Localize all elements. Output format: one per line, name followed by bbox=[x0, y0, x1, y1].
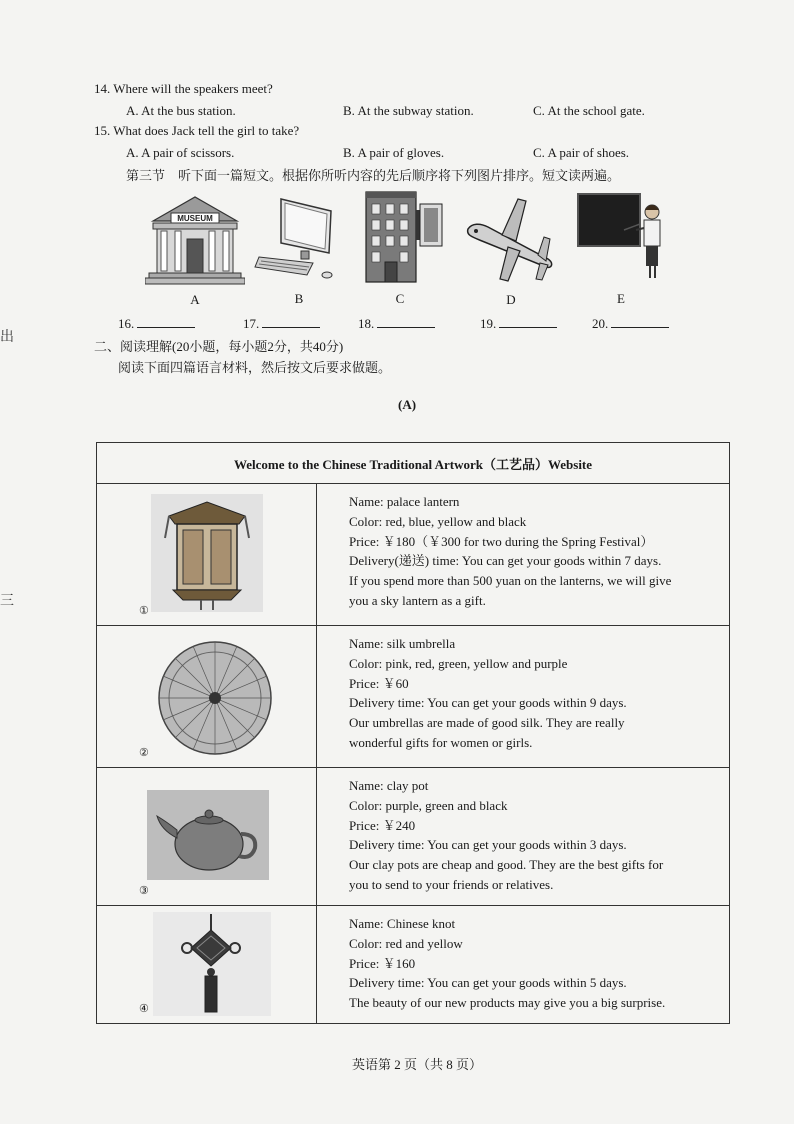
chinese-knot-icon bbox=[153, 912, 271, 1016]
hotel-building-icon bbox=[358, 188, 446, 284]
q15-option-a: A. A pair of scissors. bbox=[126, 145, 235, 160]
teacher-blackboard-icon bbox=[576, 190, 672, 284]
table-row bbox=[97, 626, 730, 768]
airplane-icon bbox=[462, 193, 558, 285]
answer-blank-19[interactable]: 19. bbox=[480, 315, 557, 332]
answer-blank-17[interactable]: 17. bbox=[243, 315, 320, 332]
passage-label: (A) bbox=[398, 397, 417, 412]
palace-lantern-icon bbox=[151, 494, 263, 612]
table-row bbox=[97, 768, 730, 906]
museum-sign: MUSEUM bbox=[177, 214, 213, 223]
product-details: Name: Chinese knot Color: red and yellow Price: ￥160 Delivery time: You can get your goods within 5 days. The beauty of our new products may give you a big surprise. bbox=[317, 906, 730, 1024]
q14-option-b: B. At the subway station. bbox=[343, 103, 474, 118]
clay-pot-icon bbox=[147, 790, 269, 880]
section3-instruction: 第三节 听下面一篇短文。根据你所听内容的先后顺序将下列图片排序。短文读两遍。 bbox=[126, 168, 621, 183]
table-title: Welcome to the Chinese Traditional Artwork（工艺品）Website bbox=[97, 443, 730, 484]
q14-option-c: C. At the school gate. bbox=[533, 103, 645, 118]
picture-label-e: E bbox=[617, 291, 625, 306]
item-number: ① bbox=[139, 605, 149, 617]
product-details: Name: clay pot Color: purple, green and black Price: ￥240 Delivery time: You can get your goods within 3 days. Our clay pots are cheap and good. They are the best gifts for you to send to your friends or relatives. bbox=[317, 768, 730, 906]
artwork-table bbox=[96, 442, 730, 1024]
item-number: ② bbox=[139, 747, 149, 759]
product-image-cell bbox=[97, 768, 317, 906]
product-details: Name: palace lantern Color: red, blue, yellow and black Price: ￥180（￥300 for two during the Spring Festival） Delivery(递送) time: You can get your goods within 7 days. If you spend more than 500 yuan on the lanterns, we will give you a sky lantern as a gift. bbox=[317, 484, 730, 626]
museum-icon bbox=[145, 193, 245, 285]
part2-heading: 二、阅读理解(20小题，每小题2分，共40分) bbox=[94, 339, 344, 354]
q14-option-a: A. At the bus station. bbox=[126, 103, 236, 118]
page-footer: 英语第 2 页（共 8 页） bbox=[352, 1057, 483, 1072]
question-15: 15. What does Jack tell the girl to take? bbox=[94, 123, 300, 138]
margin-mark: 三 bbox=[0, 594, 14, 609]
picture-label-b: B bbox=[294, 291, 304, 306]
computer-icon bbox=[253, 193, 345, 285]
product-image-cell bbox=[97, 906, 317, 1024]
product-details: Name: silk umbrella Color: pink, red, green, yellow and purple Price: ￥60 Delivery time: You can get your goods within 9 days. Our umbrellas are made of good silk. They are really wonderful gifts for women or girls. bbox=[317, 626, 730, 768]
picture-label-c: C bbox=[395, 291, 405, 306]
q15-option-c: C. A pair of shoes. bbox=[533, 145, 630, 160]
answer-blank-20[interactable]: 20. bbox=[592, 315, 669, 332]
answer-blank-18[interactable]: 18. bbox=[358, 315, 435, 332]
picture-label-a: A bbox=[190, 292, 200, 307]
table-row bbox=[97, 906, 730, 1024]
answer-blank-16[interactable]: 16. bbox=[118, 315, 195, 332]
q15-option-b: B. A pair of gloves. bbox=[343, 145, 445, 160]
item-number: ③ bbox=[139, 885, 149, 897]
question-14: 14. Where will the speakers meet? bbox=[94, 81, 273, 96]
picture-label-d: D bbox=[506, 292, 516, 307]
silk-umbrella-icon bbox=[155, 638, 275, 758]
margin-mark: 出 bbox=[0, 330, 14, 345]
item-number: ④ bbox=[139, 1003, 149, 1015]
part2-instruction: 阅读下面四篇语言材料，然后按文后要求做题。 bbox=[118, 360, 392, 375]
table-row bbox=[97, 484, 730, 626]
product-image-cell bbox=[97, 626, 317, 768]
product-image-cell bbox=[97, 484, 317, 626]
